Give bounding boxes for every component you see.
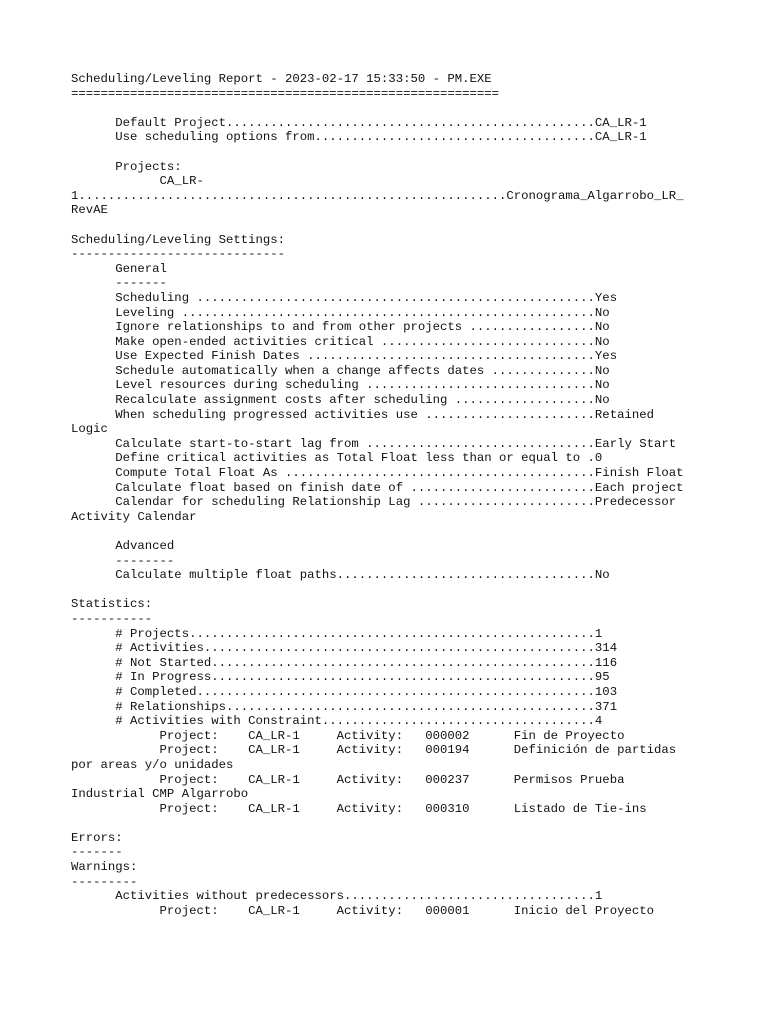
report-line: Ignore relationships to and from other projects .................No xyxy=(71,320,610,335)
report-line: Project: CA_LR-1 Activity: 000310 Listado de Tie-ins xyxy=(71,801,647,816)
report-line: -------- xyxy=(71,553,175,568)
report-line: Warnings: xyxy=(71,860,138,875)
report-line: Calculate start-to-start lag from ...............................Early Start xyxy=(71,436,677,451)
report-line: Use scheduling options from......................................CA_LR-1 xyxy=(71,130,647,145)
report-line: Make open-ended activities critical .............................No xyxy=(71,334,610,349)
report-line: When scheduling progressed activities use .......................Retained xyxy=(71,407,654,422)
report-line xyxy=(71,101,684,116)
report-line: Logic xyxy=(71,422,108,437)
report-line: Leveling ........................................................No xyxy=(71,305,610,320)
report-line: # Projects.......................................................1 xyxy=(71,626,603,641)
report-line: Project: CA_LR-1 Activity: 000237 Permisos Prueba xyxy=(71,772,625,787)
report-line: Errors: xyxy=(71,830,123,845)
report-line: Calculate float based on finish date of .........................Each project xyxy=(71,480,684,495)
report-line xyxy=(71,583,684,598)
report-line: ------- xyxy=(71,276,167,291)
report-line: CA_LR- xyxy=(71,174,204,189)
report-line: Compute Total Float As ..........................................Finish Float xyxy=(71,466,684,481)
report-line: ========================================================== xyxy=(71,86,500,101)
report-line: # Relationships..................................................371 xyxy=(71,699,618,714)
report-line: Calendar for scheduling Relationship Lag ........................Predecessor xyxy=(71,495,677,510)
report-line: # In Progress....................................................95 xyxy=(71,670,610,685)
report-line: Scheduling/Leveling Report - 2023-02-17 15:33:50 - PM.EXE xyxy=(71,72,492,86)
report-line: Default Project..................................................CA_LR-1 xyxy=(71,115,647,130)
report-line: Schedule automatically when a change affects dates ..............No xyxy=(71,363,610,378)
report-line xyxy=(71,218,684,233)
report-line: --------- xyxy=(71,874,138,889)
report-line: General xyxy=(71,261,167,276)
report-line: 1..........................................................Cronograma_Algarrobo_LR_ xyxy=(71,188,684,203)
report-line: Activity Calendar xyxy=(71,509,197,524)
report-line: Activities without predecessors..................................1 xyxy=(71,889,603,904)
report-line: Project: CA_LR-1 Activity: 000194 Definición de partidas xyxy=(71,743,677,758)
report-line: Projects: xyxy=(71,159,182,174)
report-line: # Activities with Constraint.....................................4 xyxy=(71,714,603,729)
report-line: ------- xyxy=(71,845,123,860)
report-line: Calculate multiple float paths...................................No xyxy=(71,568,610,583)
report-line: ----------- xyxy=(71,611,153,626)
report-line: Industrial CMP Algarrobo xyxy=(71,787,249,802)
report-line: Project: CA_LR-1 Activity: 000001 Inicio del Proyecto xyxy=(71,903,654,918)
report-line: # Activities.....................................................314 xyxy=(71,641,618,656)
report-line: # Completed......................................................103 xyxy=(71,684,618,699)
report-line xyxy=(71,816,684,831)
scheduling-report xyxy=(71,72,684,918)
report-line: Scheduling ......................................................Yes xyxy=(71,290,618,305)
report-line: por areas y/o unidades xyxy=(71,757,234,772)
report-line: Statistics: xyxy=(71,597,153,612)
report-line: RevAE xyxy=(71,203,108,218)
report-line xyxy=(71,524,684,539)
report-line: Define critical activities as Total Float less than or equal to .0 xyxy=(71,451,603,466)
report-line: Advanced xyxy=(71,539,175,553)
report-line: Project: CA_LR-1 Activity: 000002 Fin de Proyecto xyxy=(71,728,625,743)
report-line: Use Expected Finish Dates .......................................Yes xyxy=(71,349,618,364)
report-line: Level resources during scheduling ...............................No xyxy=(71,378,610,393)
report-line: ----------------------------- xyxy=(71,247,286,262)
report-line: # Not Started....................................................116 xyxy=(71,655,618,670)
report-line: Scheduling/Leveling Settings: xyxy=(71,232,286,247)
report-line: Recalculate assignment costs after scheduling ...................No xyxy=(71,393,610,408)
report-line xyxy=(71,145,684,160)
